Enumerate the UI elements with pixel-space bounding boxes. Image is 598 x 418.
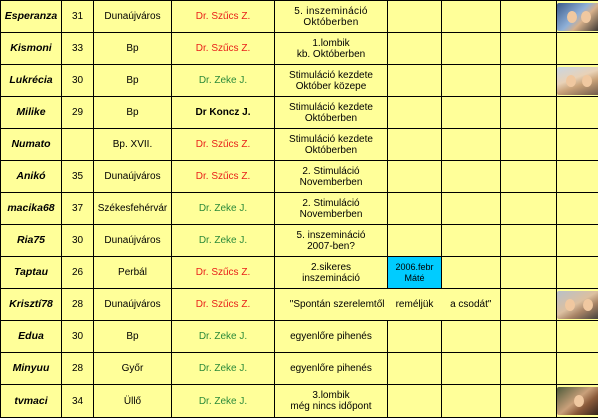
city-cell: Győr [94,353,172,385]
city-cell: Perbál [94,257,172,289]
empty-cell [557,257,598,289]
status-cell-3: a csodát" [442,289,501,321]
age-cell: 30 [62,225,94,257]
empty-cell [388,1,442,33]
doctor-cell: Dr. Zeke J. [172,385,275,418]
doctor-cell: Dr. Szűcs Z. [172,33,275,65]
empty-cell [501,65,557,97]
couple-photo [557,3,598,31]
city-cell: Székesfehérvár [94,193,172,225]
empty-cell [388,161,442,193]
age-cell: 35 [62,161,94,193]
table-row [1,33,598,65]
empty-cell [388,385,442,418]
photo-cell [557,65,598,97]
nick-cell: Anikó [1,161,62,193]
status-cell: 2. Stimuláció Novemberben [275,161,388,193]
empty-cell [442,33,501,65]
empty-cell [501,225,557,257]
empty-cell [442,1,501,33]
city-cell: Üllő [94,385,172,418]
empty-cell [501,193,557,225]
doctor-cell: Dr. Zeke J. [172,353,275,385]
doctor-cell: Dr. Szűcs Z. [172,129,275,161]
table-row [1,97,598,129]
empty-cell [501,1,557,33]
empty-cell [442,225,501,257]
empty-cell [442,65,501,97]
empty-cell [501,321,557,353]
doctor-cell: Dr. Zeke J. [172,225,275,257]
city-cell: Bp [94,321,172,353]
empty-cell [557,353,598,385]
nick-cell: Taptau [1,257,62,289]
table-row [1,385,598,418]
status-cell: 2.sikeres inszemináció [275,257,388,289]
empty-cell [442,129,501,161]
table-row [1,129,598,161]
nick-cell: Kismoni [1,33,62,65]
status-cell: 1.lombik kb. Októberben [275,33,388,65]
age-cell: 26 [62,257,94,289]
age-cell: 29 [62,97,94,129]
empty-cell [442,97,501,129]
empty-cell [557,193,598,225]
table-row [1,1,598,33]
photo-cell [557,385,598,418]
age-cell: 30 [62,65,94,97]
empty-cell [388,353,442,385]
empty-cell [501,289,557,321]
table-row [1,257,598,289]
table-row [1,225,598,257]
status-cell: "Spontán szerelemtől [275,289,388,321]
empty-cell [557,129,598,161]
empty-cell [388,193,442,225]
status-cell: egyenlőre pihenés [275,353,388,385]
age-cell: 31 [62,1,94,33]
age-cell [62,129,94,161]
city-cell: Bp [94,33,172,65]
age-cell: 33 [62,33,94,65]
age-cell: 28 [62,353,94,385]
nick-cell: Krisztí78 [1,289,62,321]
city-cell: Bp [94,97,172,129]
empty-cell [501,33,557,65]
status-cell: Stimuláció kezdete Októberben [275,129,388,161]
status-cell: 5. inszemináció Októberben [275,1,388,33]
empty-cell [388,97,442,129]
table-row [1,161,598,193]
status-cell: 3.lombik még nincs időpont [275,385,388,418]
table-row [1,289,598,321]
empty-cell [388,321,442,353]
city-cell: Dunaújváros [94,289,172,321]
city-cell: Bp [94,65,172,97]
age-cell: 28 [62,289,94,321]
doctor-cell: Dr. Szűcs Z. [172,289,275,321]
nick-cell: Edua [1,321,62,353]
nick-cell: Numato [1,129,62,161]
empty-cell [501,129,557,161]
empty-cell [388,225,442,257]
nick-cell: Ria75 [1,225,62,257]
empty-cell [501,385,557,418]
nick-cell: macika68 [1,193,62,225]
city-cell: Dunaújváros [94,1,172,33]
doctor-cell: Dr. Zeke J. [172,321,275,353]
age-cell: 37 [62,193,94,225]
age-cell: 34 [62,385,94,418]
empty-cell [442,193,501,225]
couple-photo [557,67,598,95]
empty-cell [501,353,557,385]
empty-cell [501,97,557,129]
nick-cell: Milike [1,97,62,129]
portrait-photo [557,387,598,415]
empty-cell [557,321,598,353]
table-row [1,65,598,97]
nick-cell: tvmaci [1,385,62,418]
birth-date-cell: 2006.febr Máté [388,257,442,289]
empty-cell [388,129,442,161]
status-cell: Stimuláció kezdete Október közepe [275,65,388,97]
nick-cell: Esperanza [1,1,62,33]
empty-cell [442,257,501,289]
doctor-cell: Dr. Szűcs Z. [172,1,275,33]
empty-cell [557,97,598,129]
empty-cell [442,161,501,193]
empty-cell [557,33,598,65]
empty-cell [557,225,598,257]
status-cell: 2. Stimuláció Novemberben [275,193,388,225]
empty-cell [442,385,501,418]
status-cell: Stimuláció kezdete Októberben [275,97,388,129]
doctor-cell: Dr Koncz J. [172,97,275,129]
age-cell: 30 [62,321,94,353]
doctor-cell: Dr. Zeke J. [172,65,275,97]
couple-photo [557,291,598,319]
status-cell: egyenlőre pihenés [275,321,388,353]
empty-cell [388,65,442,97]
nick-cell: Lukrécia [1,65,62,97]
doctor-cell: Dr. Zeke J. [172,193,275,225]
empty-cell [501,257,557,289]
empty-cell [442,321,501,353]
status-cell-2: reméljük [388,289,442,321]
doctor-cell: Dr. Szűcs Z. [172,161,275,193]
empty-cell [557,161,598,193]
photo-cell [557,289,598,321]
table-row [1,193,598,225]
table-row [1,353,598,385]
empty-cell [501,161,557,193]
status-cell: 5. inszemináció 2007-ben? [275,225,388,257]
city-cell: Bp. XVII. [94,129,172,161]
table-row [1,321,598,353]
photo-cell [557,1,598,33]
city-cell: Dunaújváros [94,225,172,257]
doctor-cell: Dr. Szűcs Z. [172,257,275,289]
empty-cell [442,353,501,385]
nick-cell: Minyuu [1,353,62,385]
empty-cell [388,33,442,65]
city-cell: Dunaújváros [94,161,172,193]
